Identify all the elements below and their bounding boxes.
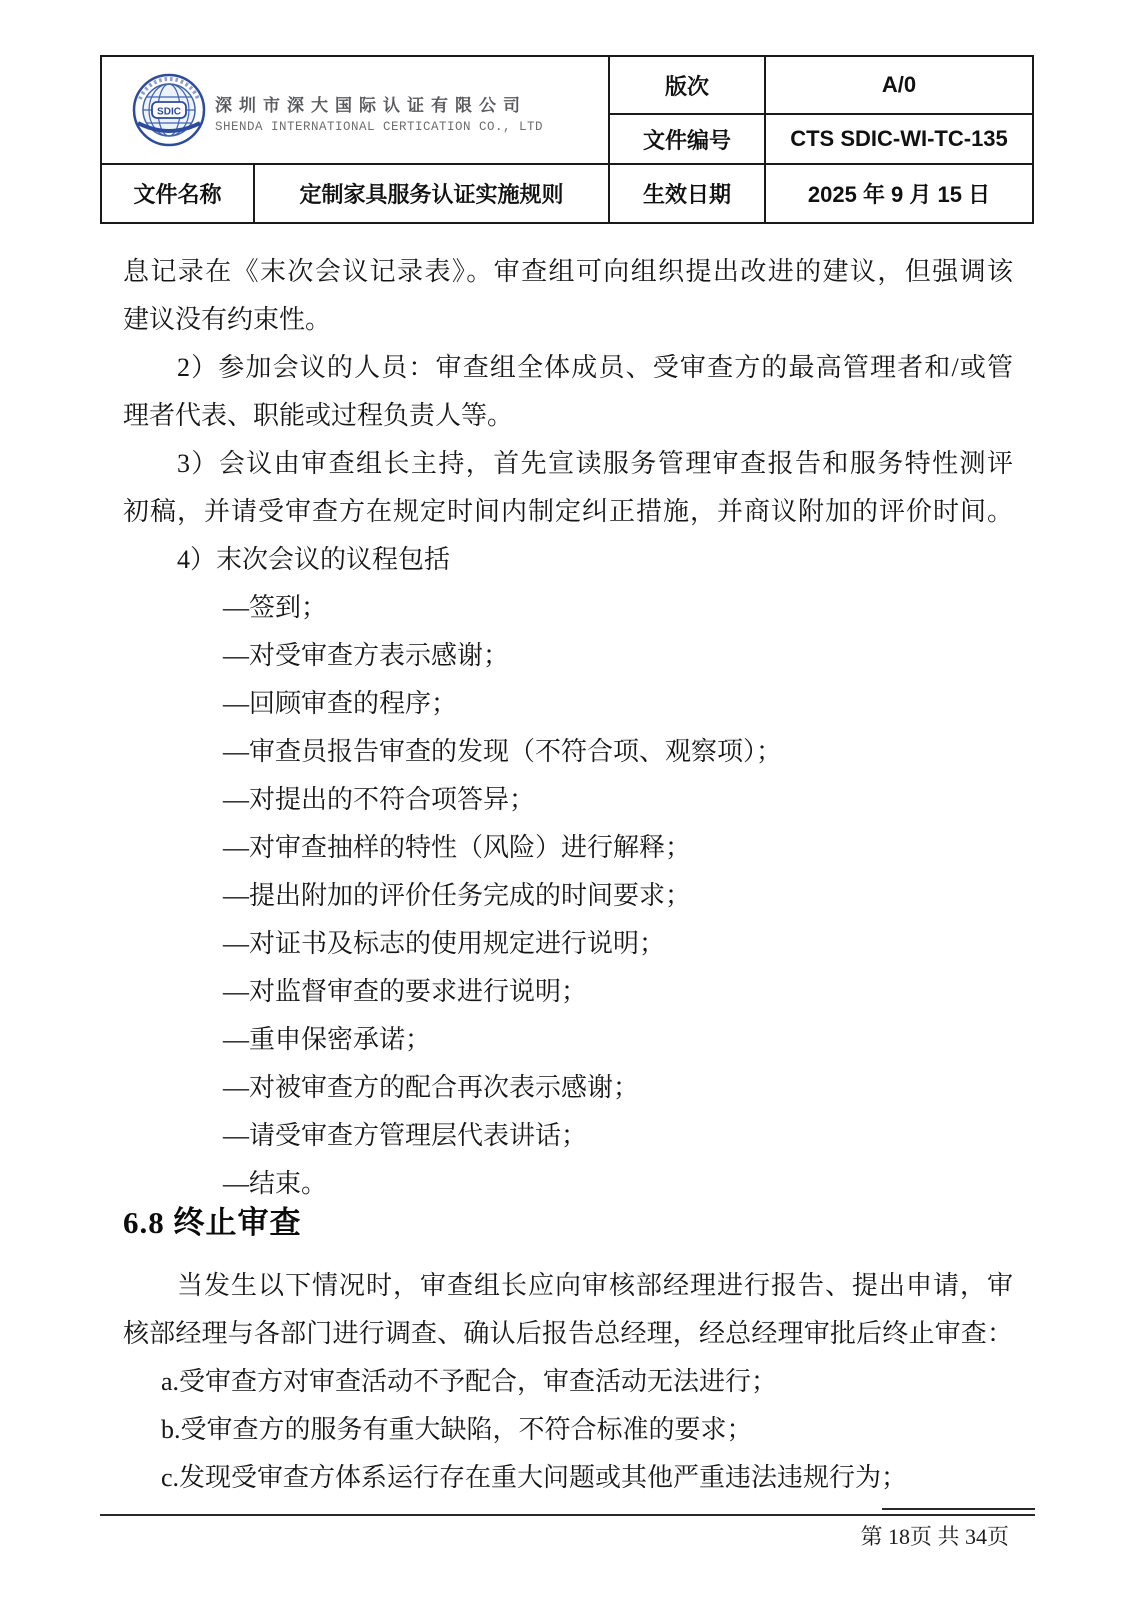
body-line: 4）末次会议的议程包括 [177, 545, 451, 574]
body-line: —签到； [223, 593, 328, 622]
body-line: —回顾审查的程序； [223, 689, 458, 718]
body-line: 理者代表、职能或过程负责人等。 [123, 401, 514, 430]
body-line: —对审查抽样的特性（风险）进行解释； [223, 833, 692, 862]
footer-divider [100, 1514, 1035, 1551]
effective-date-value: 2025 年 9 月 15 日 [807, 182, 991, 207]
body-line: 息记录在《末次会议记录表》。审查组可向组织提出改进的建议，但强调该 [123, 257, 1013, 286]
company-name-en: SHENDA INTERNATIONAL CERTICATION CO., LTD [215, 119, 544, 134]
body-line: —对被审查方的配合再次表示感谢； [223, 1073, 640, 1102]
version-label: 版次 [610, 57, 766, 115]
body-line: 2）参加会议的人员：审查组全体成员、受审查方的最高管理者和/或管 [177, 353, 1013, 382]
effective-date-label: 生效日期 [610, 165, 766, 222]
version-value: A/0 [766, 57, 1032, 115]
section-heading: 6.8 终止审查 [123, 1205, 302, 1240]
body-line: —提出附加的评价任务完成的时间要求； [223, 881, 692, 910]
doc-name-value: 定制家具服务认证实施规则 [255, 165, 610, 222]
body-line: b.受审查方的服务有重大缺陷，不符合标准的要求； [161, 1415, 753, 1444]
document-body [123, 224, 1013, 1502]
body-line: 初稿，并请受审查方在规定时间内制定纠正措施，并商议附加的评价时间。 [123, 497, 1013, 526]
body-line: 当发生以下情况时，审查组长应向审核部经理进行报告、提出申请，审 [177, 1271, 1013, 1300]
body-line: —审查员报告审查的发现（不符合项、观察项）； [223, 737, 783, 766]
body-line: c.发现受审查方体系运行存在重大问题或其他严重违法违规行为； [161, 1463, 908, 1492]
body-line: 3）会议由审查组长主持，首先宣读服务管理审查报告和服务特性测评 [177, 449, 1013, 478]
company-logo-icon [132, 73, 206, 147]
body-line: —请受审查方管理层代表讲话； [223, 1121, 588, 1150]
doc-name-label: 文件名称 [102, 165, 255, 222]
body-line: —结束。 [223, 1169, 328, 1198]
document-header-table [100, 55, 1034, 224]
page-number: 第 18页 共 34页 [860, 1524, 1009, 1549]
footer-divider-right-rule [882, 1508, 1035, 1510]
company-name-block [215, 91, 543, 134]
body-line: —对监督审查的要求进行说明； [223, 977, 588, 1006]
body-line: —对提出的不符合项答异； [223, 785, 536, 814]
logo-abbr-text: SDIC [157, 106, 181, 118]
company-name-cn: 深圳市深大国际认证有限公司 [215, 95, 527, 115]
body-line: 建议没有约束性。 [123, 305, 332, 334]
logo-cell [102, 57, 610, 165]
body-line: a.受审查方对审查活动不予配合，审查活动无法进行； [161, 1367, 778, 1396]
body-line: —重申保密承诺； [223, 1025, 432, 1054]
body-line: —对受审查方表示感谢； [223, 641, 510, 670]
doc-number-value: CTS SDIC-WI-TC-135 [766, 115, 1032, 165]
body-line: 核部经理与各部门进行调查、确认后报告总经理，经总经理审批后终止审查： [123, 1319, 1013, 1348]
doc-number-label: 文件编号 [610, 115, 766, 165]
body-line: —对证书及标志的使用规定进行说明； [223, 929, 666, 958]
